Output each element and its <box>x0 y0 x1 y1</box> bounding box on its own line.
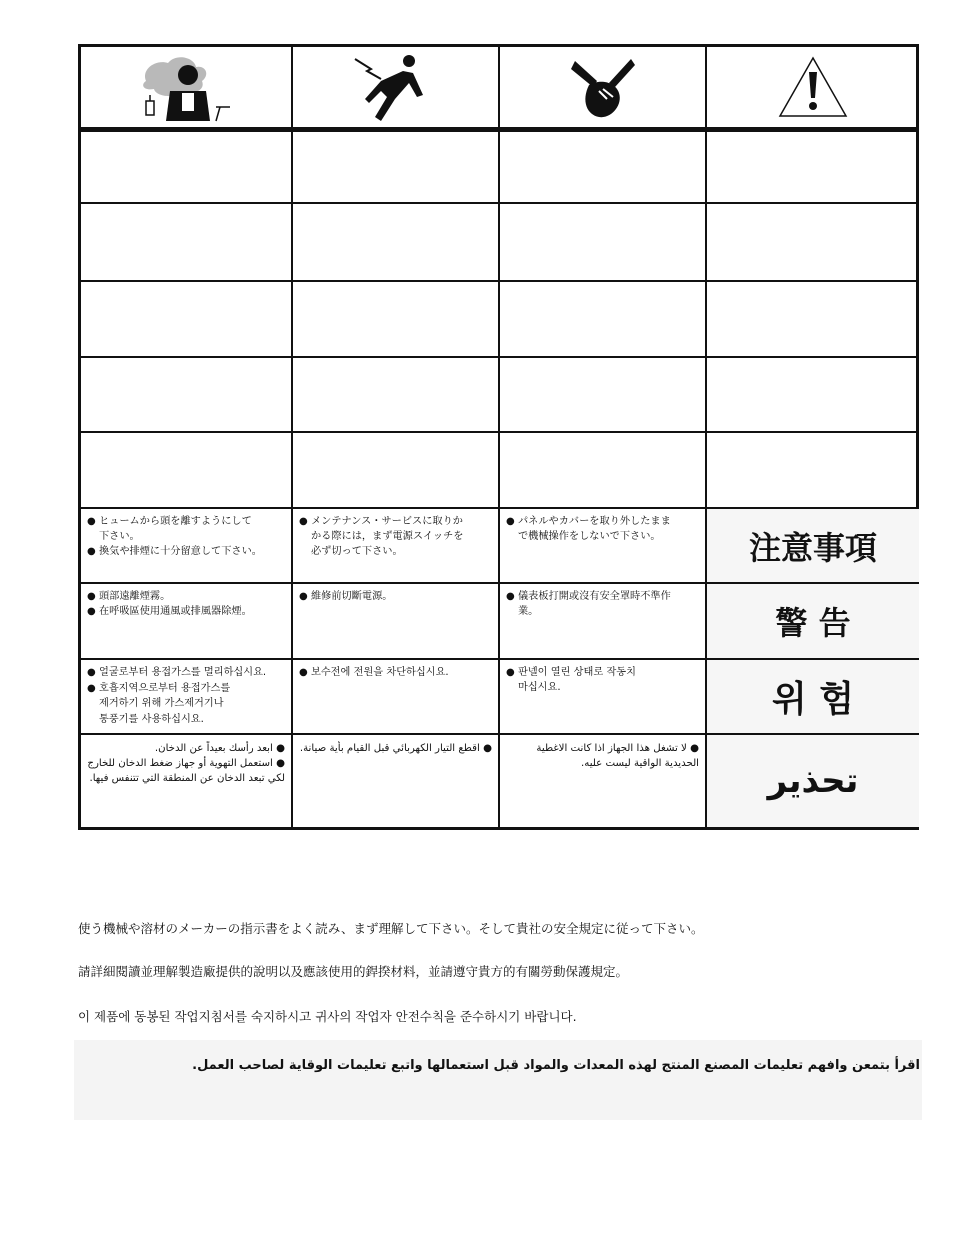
warning-triangle-icon <box>707 47 919 127</box>
row-divider <box>81 280 916 282</box>
footer-arabic: اقرأ بتمعن وافهم تعليمات المصنع المنتج لهذه المعدات والمواد قبل استعمالها واتبع تعليمات الوقاية لصاحب العمل. <box>192 1058 920 1073</box>
chinese-heading: 警 告 <box>707 584 919 658</box>
japanese-parts-text: ● パネルやカバーを取り外したまま で機械操作をしないで下さい。 <box>506 516 671 542</box>
arabic-fumes-text: ● ابعد رأسك بعيداً عن الدخان. ● استعمل التهوية أو جهاز ضغط الدخان للخارج لكي تبعد الدخان عن المنطقة التي تتنفس فيها. <box>87 743 285 784</box>
footer-japanese: 使う機械や溶材のメーカーの指示書をよく読み、まず理解して下さい。そして貴社の安全規定に従って下さい。 <box>78 921 704 936</box>
row-divider <box>81 202 916 204</box>
electric-shock-icon <box>293 47 498 127</box>
header-divider <box>81 127 916 132</box>
chinese-fumes-text: ● 頭部遠離煙霧。 ● 在呼吸區使用通風或排風器除煙。 <box>87 591 252 617</box>
korean-heading: 위 험 <box>707 660 919 733</box>
arabic-heading: تحذير <box>707 735 919 827</box>
safety-table <box>78 44 919 830</box>
japanese-heading: 注意事項 <box>707 509 919 582</box>
chinese-parts-text: ● 儀表板打開或沒有安全罩時不準作 業。 <box>506 591 671 617</box>
arabic-shock-text: ● اقطع التيار الكهربائي قبل القيام بأية صيانة. <box>299 743 492 754</box>
korean-fumes-text: ● 얼굴로부터 용접가스를 멀리하십시요. ● 호흡지역으로부터 용접가스를 제거하기 위해 가스제거기나 통풍기를 사용하십시요. <box>87 667 267 725</box>
korean-parts-text: ● 판넬이 열린 상태로 작동치 마십시요. <box>506 667 636 693</box>
chinese-shock-text: ● 維修前切斷電源。 <box>299 591 393 602</box>
footer-korean: 이 제품에 동봉된 작업지침서를 숙지하시고 귀사의 작업자 안전수칙을 준수하시기 바랍니다. <box>78 1009 577 1024</box>
footer-background <box>74 1040 922 1120</box>
footer-chinese: 請詳細閱讀並理解製造廠提供的說明以及應該使用的銲揆材料，並請遵守貴方的有關勞動保護規定。 <box>78 964 629 979</box>
row-divider <box>81 431 916 433</box>
japanese-fumes-text: ● ヒュームから頭を離すようにして 下さい。 ● 換気や排煙に十分留意して下さい。 <box>87 516 262 557</box>
korean-shock-text: ● 보수전에 전원을 차단하십시요. <box>299 667 449 678</box>
moving-parts-icon <box>500 47 705 127</box>
japanese-shock-text: ● メンテナンス・サービスに取りか かる際には，まず電源スイッチを 必ず切って下さい。 <box>299 516 464 557</box>
row-divider <box>81 356 916 358</box>
fumes-icon <box>81 47 291 127</box>
arabic-parts-text: ● لا تشغل هذا الجهاز اذا كانت الاغطية الحديدية الواقية ليست عليه. <box>536 743 699 769</box>
